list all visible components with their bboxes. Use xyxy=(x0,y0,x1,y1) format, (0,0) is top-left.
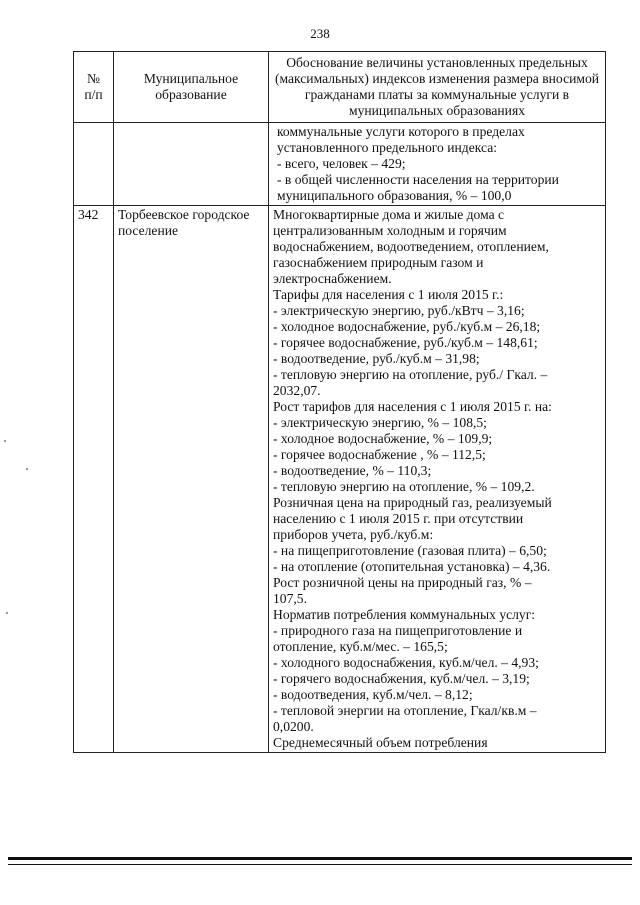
justification-line: - водоотведения, куб.м/чел. – 8,12; xyxy=(273,687,473,702)
scan-artifact xyxy=(26,468,28,470)
table-row xyxy=(74,206,606,753)
justification-line: 107,5. xyxy=(273,591,307,606)
page-bottom-rule xyxy=(8,857,632,865)
justification-line: - холодного водоснабжения, куб.м/чел. – 4,93; xyxy=(273,655,539,670)
scan-artifact xyxy=(6,612,8,614)
justification-line: - тепловую энергию на отопление, % – 109,2. xyxy=(273,479,535,494)
indices-table xyxy=(73,51,606,753)
justification-line: - горячее водоснабжение , % – 112,5; xyxy=(273,447,486,462)
justification-line: Розничная цена на природный газ, реализуемый xyxy=(273,495,552,510)
header-num: № п/п xyxy=(74,52,114,123)
justification-line: коммунальные услуги которого в пределах xyxy=(277,124,525,139)
page-number: 238 xyxy=(310,26,330,41)
row-municipality xyxy=(114,123,269,206)
justification-line: - природного газа на пищеприготовление и xyxy=(273,623,523,638)
justification-line: Тарифы для населения с 1 июля 2015 г.: xyxy=(273,287,504,302)
justification-line: - тепловой энергии на отопление, Гкал/кв.м – xyxy=(273,703,537,718)
justification-line: газоснабжением природным газом и xyxy=(273,255,484,270)
justification-line: - электрическую энергию, руб./кВтч – 3,16; xyxy=(273,303,525,318)
justification-line: - на пищеприготовление (газовая плита) – 6,50; xyxy=(273,543,547,558)
justification-line: - горячего водоснабжения, куб.м/чел. – 3,19; xyxy=(273,671,530,686)
row-municipality: Торбеевское городское поселение xyxy=(114,206,269,753)
justification-line: - холодное водоснабжение, % – 109,9; xyxy=(273,431,493,446)
scan-artifact xyxy=(4,440,6,442)
justification-line: водоснабжением, водоотведением, отоплением, xyxy=(273,239,549,254)
justification-line: централизованным холодным и горячим xyxy=(273,223,507,238)
justification-line: - холодное водоснабжение, руб./куб.м – 26,18; xyxy=(273,319,541,334)
justification-line: - в общей численности населения на территории xyxy=(277,172,559,187)
justification-line: Рост тарифов для населения с 1 июля 2015 г. на: xyxy=(273,399,552,414)
justification-line: установленного предельного индекса: xyxy=(277,140,498,155)
row-justification xyxy=(269,123,606,206)
justification-line: приборов учета, руб./куб.м: xyxy=(273,527,434,542)
justification-line: электроснабжением. xyxy=(273,271,392,286)
header-justification: Обоснование величины установленных предельных (максимальных) индексов изменения размера вносимой гражданами платы за коммунальные услуги в муниципальных образованиях xyxy=(269,52,606,123)
justification-line: Рост розничной цены на природный газ, % – xyxy=(273,575,532,590)
justification-line: - на отопление (отопительная установка) – 4,36. xyxy=(273,559,551,574)
row-num: 342 xyxy=(74,206,114,753)
row-justification xyxy=(269,206,606,753)
justification-line: Многоквартирные дома и жилые дома с xyxy=(273,207,505,222)
justification-line: - всего, человек – 429; xyxy=(277,156,406,171)
justification-line: Среднемесячный объем потребления xyxy=(273,735,488,750)
justification-line: - электрическую энергию, % – 108,5; xyxy=(273,415,487,430)
justification-line: 0,0200. xyxy=(273,719,314,734)
justification-line: - горячее водоснабжение, руб./куб.м – 148,61; xyxy=(273,335,538,350)
justification-line: отопление, куб.м/мес. – 165,5; xyxy=(273,639,448,654)
header-municipality: Муниципальное образование xyxy=(114,52,269,123)
justification-line: муниципального образования, % – 100,0 xyxy=(277,188,512,203)
justification-line: - тепловую энергию на отопление, руб./ Гкал. – xyxy=(273,367,548,382)
table-row xyxy=(74,123,606,206)
row-num xyxy=(74,123,114,206)
justification-line: - водоотведение, руб./куб.м – 31,98; xyxy=(273,351,480,366)
table-header-row xyxy=(74,52,606,123)
justification-line: 2032,07. xyxy=(273,383,321,398)
justification-line: населению с 1 июля 2015 г. при отсутствии xyxy=(273,511,524,526)
justification-line: Норматив потребления коммунальных услуг: xyxy=(273,607,536,622)
justification-line: - водоотведение, % – 110,3; xyxy=(273,463,432,478)
